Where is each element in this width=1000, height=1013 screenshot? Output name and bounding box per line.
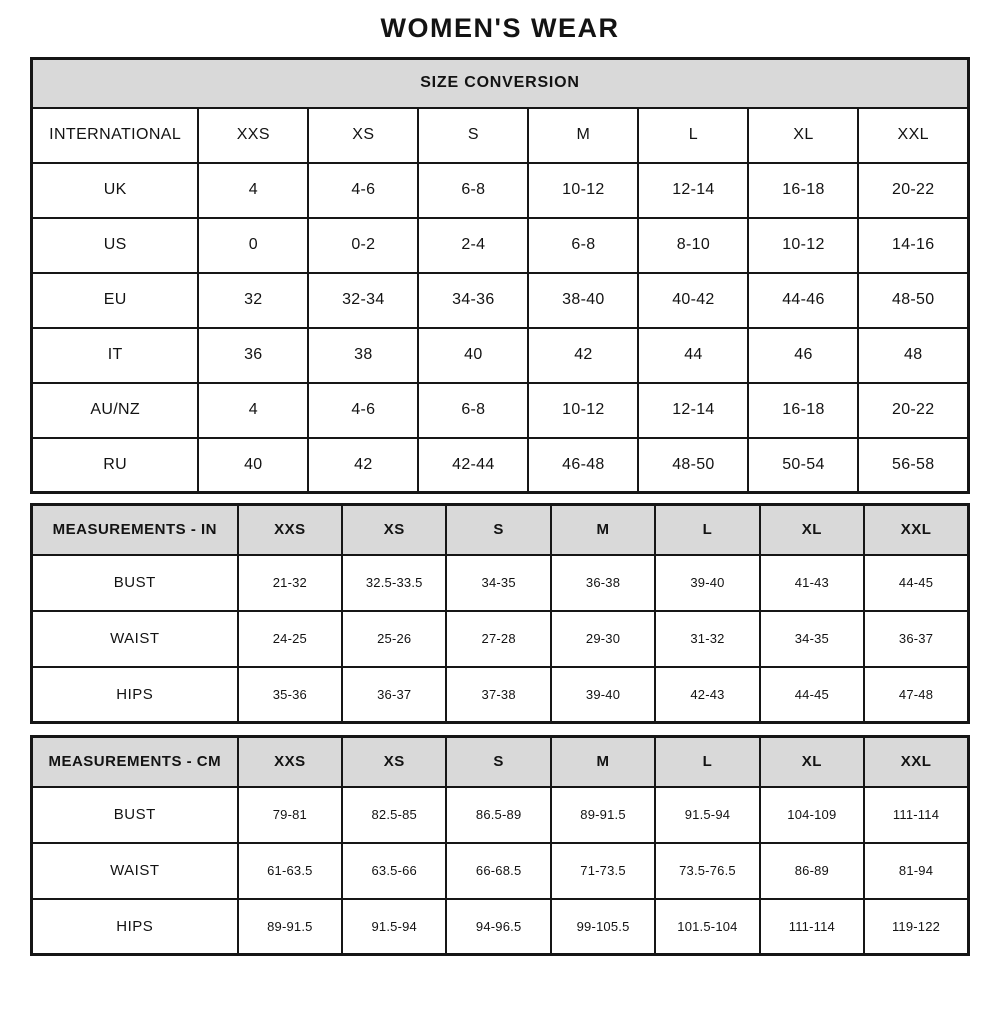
row-label-waist: WAIST — [32, 843, 238, 899]
value-cell-bust-xxs: 79-81 — [238, 787, 342, 843]
value-cell-waist-s: 66-68.5 — [446, 843, 550, 899]
value-cell-bust-xl: 41-43 — [760, 555, 864, 611]
value-cell-waist-xxl: 36-37 — [864, 611, 968, 667]
value-cell-ru-xxl: 56-58 — [858, 438, 968, 493]
value-cell-bust-xxl: 44-45 — [864, 555, 968, 611]
size-conversion-table — [30, 57, 970, 494]
column-header-row — [32, 737, 969, 787]
value-cell-uk-m: 10-12 — [528, 163, 638, 218]
table-row-ru — [32, 438, 969, 493]
table-row-it — [32, 328, 969, 383]
value-cell-it-l: 44 — [638, 328, 748, 383]
col-header-xs: XS — [342, 737, 446, 787]
value-cell-hips-xxs: 89-91.5 — [238, 899, 342, 955]
row-label-us: US — [32, 218, 199, 273]
table-row-hips — [32, 899, 969, 955]
value-cell-au-nz-xl: 16-18 — [748, 383, 858, 438]
value-cell-hips-s: 94-96.5 — [446, 899, 550, 955]
row-label-uk: UK — [32, 163, 199, 218]
value-cell-hips-xl: 44-45 — [760, 667, 864, 723]
col-header-l: L — [655, 505, 759, 555]
value-cell-waist-xs: 25-26 — [342, 611, 446, 667]
value-cell-ru-xl: 50-54 — [748, 438, 858, 493]
value-cell-waist-xxl: 81-94 — [864, 843, 968, 899]
value-cell-us-xl: 10-12 — [748, 218, 858, 273]
col-header-xxs: XXS — [238, 737, 342, 787]
table-row-au-nz — [32, 383, 969, 438]
col-header-s: S — [418, 108, 528, 163]
value-cell-waist-xxs: 61-63.5 — [238, 843, 342, 899]
value-cell-waist-m: 29-30 — [551, 611, 655, 667]
value-cell-bust-xxl: 111-114 — [864, 787, 968, 843]
col-header-xl: XL — [748, 108, 858, 163]
column-header-row — [32, 505, 969, 555]
table-row-hips — [32, 667, 969, 723]
row-label-bust: BUST — [32, 555, 238, 611]
value-cell-hips-s: 37-38 — [446, 667, 550, 723]
table-row-us — [32, 218, 969, 273]
value-cell-it-xl: 46 — [748, 328, 858, 383]
value-cell-it-xxs: 36 — [198, 328, 308, 383]
value-cell-au-nz-xs: 4-6 — [308, 383, 418, 438]
row-label-waist: WAIST — [32, 611, 238, 667]
value-cell-uk-s: 6-8 — [418, 163, 528, 218]
value-cell-us-l: 8-10 — [638, 218, 748, 273]
table-title-row — [32, 59, 969, 108]
value-cell-hips-l: 101.5-104 — [655, 899, 759, 955]
value-cell-uk-xl: 16-18 — [748, 163, 858, 218]
col-header-xs: XS — [342, 505, 446, 555]
page-title: WOMEN'S WEAR — [380, 13, 620, 43]
value-cell-eu-xxs: 32 — [198, 273, 308, 328]
row-label-hips: HIPS — [32, 667, 238, 723]
value-cell-hips-l: 42-43 — [655, 667, 759, 723]
table-row-uk — [32, 163, 969, 218]
value-cell-ru-xxs: 40 — [198, 438, 308, 493]
value-cell-hips-xs: 36-37 — [342, 667, 446, 723]
col-header-xs: XS — [308, 108, 418, 163]
value-cell-au-nz-xxl: 20-22 — [858, 383, 968, 438]
value-cell-uk-xxs: 4 — [198, 163, 308, 218]
col-header-xl: XL — [760, 505, 864, 555]
value-cell-it-s: 40 — [418, 328, 528, 383]
value-cell-eu-l: 40-42 — [638, 273, 748, 328]
value-cell-eu-xxl: 48-50 — [858, 273, 968, 328]
value-cell-uk-xxl: 20-22 — [858, 163, 968, 218]
value-cell-bust-m: 89-91.5 — [551, 787, 655, 843]
value-cell-hips-xxl: 119-122 — [864, 899, 968, 955]
value-cell-hips-m: 99-105.5 — [551, 899, 655, 955]
value-cell-ru-xs: 42 — [308, 438, 418, 493]
value-cell-it-xxl: 48 — [858, 328, 968, 383]
col-header-xxs: XXS — [198, 108, 308, 163]
value-cell-us-m: 6-8 — [528, 218, 638, 273]
value-cell-eu-m: 38-40 — [528, 273, 638, 328]
row-label-eu: EU — [32, 273, 199, 328]
value-cell-uk-l: 12-14 — [638, 163, 748, 218]
col-header-m: M — [551, 505, 655, 555]
value-cell-waist-xxs: 24-25 — [238, 611, 342, 667]
table-title-size-conversion: SIZE CONVERSION — [32, 59, 969, 108]
col-header-xl: XL — [760, 737, 864, 787]
table-row-waist — [32, 843, 969, 899]
value-cell-us-xxs: 0 — [198, 218, 308, 273]
value-cell-au-nz-l: 12-14 — [638, 383, 748, 438]
row-label-ru: RU — [32, 438, 199, 493]
measurements-cm-table — [30, 735, 970, 956]
value-cell-eu-xs: 32-34 — [308, 273, 418, 328]
value-cell-waist-s: 27-28 — [446, 611, 550, 667]
col-header-l: L — [638, 108, 748, 163]
value-cell-eu-s: 34-36 — [418, 273, 528, 328]
value-cell-bust-xl: 104-109 — [760, 787, 864, 843]
col-header-m: M — [551, 737, 655, 787]
col-header-xxs: XXS — [238, 505, 342, 555]
col-header-m: M — [528, 108, 638, 163]
col-header-s: S — [446, 505, 550, 555]
value-cell-hips-xxl: 47-48 — [864, 667, 968, 723]
value-cell-eu-xl: 44-46 — [748, 273, 858, 328]
col-header-xxl: XXL — [864, 505, 968, 555]
value-cell-us-xxl: 14-16 — [858, 218, 968, 273]
table-row-bust — [32, 787, 969, 843]
col-header-international: INTERNATIONAL — [32, 108, 199, 163]
value-cell-bust-l: 91.5-94 — [655, 787, 759, 843]
value-cell-hips-m: 39-40 — [551, 667, 655, 723]
value-cell-uk-xs: 4-6 — [308, 163, 418, 218]
measurements-in-table — [30, 503, 970, 724]
size-chart-page — [0, 13, 1000, 956]
col-header-xxl: XXL — [864, 737, 968, 787]
value-cell-waist-xs: 63.5-66 — [342, 843, 446, 899]
row-label-au-nz: AU/NZ — [32, 383, 199, 438]
value-cell-ru-s: 42-44 — [418, 438, 528, 493]
value-cell-au-nz-s: 6-8 — [418, 383, 528, 438]
value-cell-ru-l: 48-50 — [638, 438, 748, 493]
row-label-it: IT — [32, 328, 199, 383]
value-cell-hips-xs: 91.5-94 — [342, 899, 446, 955]
value-cell-bust-xxs: 21-32 — [238, 555, 342, 611]
value-cell-waist-m: 71-73.5 — [551, 843, 655, 899]
table-row-bust — [32, 555, 969, 611]
value-cell-it-xs: 38 — [308, 328, 418, 383]
col-header-xxl: XXL — [858, 108, 968, 163]
value-cell-ru-m: 46-48 — [528, 438, 638, 493]
value-cell-waist-l: 73.5-76.5 — [655, 843, 759, 899]
col-header-measurements-cm: MEASUREMENTS - CM — [32, 737, 238, 787]
column-header-row — [32, 108, 969, 163]
value-cell-bust-s: 34-35 — [446, 555, 550, 611]
value-cell-it-m: 42 — [528, 328, 638, 383]
col-header-l: L — [655, 737, 759, 787]
table-row-eu — [32, 273, 969, 328]
value-cell-waist-xl: 34-35 — [760, 611, 864, 667]
value-cell-bust-m: 36-38 — [551, 555, 655, 611]
value-cell-hips-xl: 111-114 — [760, 899, 864, 955]
value-cell-waist-xl: 86-89 — [760, 843, 864, 899]
value-cell-bust-xs: 32.5-33.5 — [342, 555, 446, 611]
value-cell-hips-xxs: 35-36 — [238, 667, 342, 723]
value-cell-us-xs: 0-2 — [308, 218, 418, 273]
row-label-hips: HIPS — [32, 899, 238, 955]
value-cell-bust-s: 86.5-89 — [446, 787, 550, 843]
row-label-bust: BUST — [32, 787, 238, 843]
value-cell-bust-xs: 82.5-85 — [342, 787, 446, 843]
value-cell-au-nz-m: 10-12 — [528, 383, 638, 438]
col-header-s: S — [446, 737, 550, 787]
value-cell-au-nz-xxs: 4 — [198, 383, 308, 438]
table-row-waist — [32, 611, 969, 667]
value-cell-waist-l: 31-32 — [655, 611, 759, 667]
value-cell-bust-l: 39-40 — [655, 555, 759, 611]
value-cell-us-s: 2-4 — [418, 218, 528, 273]
col-header-measurements-in: MEASUREMENTS - IN — [32, 505, 238, 555]
